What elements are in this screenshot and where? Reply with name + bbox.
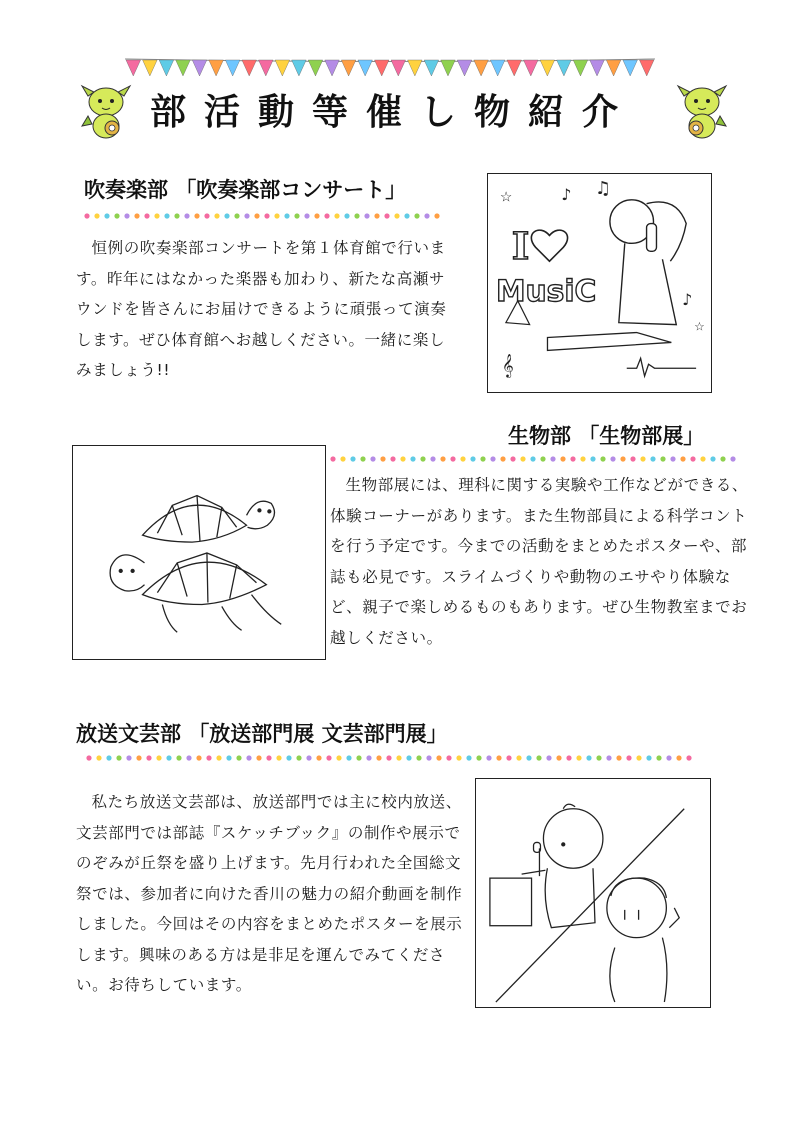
divider-dot — [224, 213, 229, 218]
broadcast-illustration — [475, 778, 711, 1008]
divider-dot — [506, 755, 511, 760]
divider-dot — [460, 456, 465, 461]
divider-dot — [606, 755, 611, 760]
broadcast-heading-divider — [86, 754, 696, 762]
divider-dot — [266, 755, 271, 760]
divider-dot — [536, 755, 541, 760]
divider-dot — [256, 755, 261, 760]
biology-body: 生物部展には、理科に関する実験や工作などができる、体験コーナーがあります。また生物部員による科学コントを行う予定です。今までの活動をまとめたポスターや、部誌も必見です。スライムづくりや動物のエサやり体験など、親子で楽しめるものもあります。ぜひ生物教室までお越しください。 — [330, 476, 749, 647]
divider-dot — [390, 456, 395, 461]
divider-dot — [480, 456, 485, 461]
divider-dot — [136, 755, 141, 760]
divider-dot — [686, 755, 691, 760]
divider-dot — [626, 755, 631, 760]
divider-dot — [394, 213, 399, 218]
divider-dot — [420, 456, 425, 461]
divider-dot — [204, 213, 209, 218]
divider-dot — [440, 456, 445, 461]
turtle-illustration — [72, 445, 326, 660]
divider-dot — [560, 456, 565, 461]
divider-dot — [646, 755, 651, 760]
divider-dot — [294, 213, 299, 218]
brass-heading: 吹奏楽部 「吹奏楽部コンサート」 — [84, 178, 407, 202]
divider-dot — [700, 456, 705, 461]
illustration-music-text: MusiC — [495, 273, 597, 309]
divider-dot — [174, 213, 179, 218]
divider-dot — [676, 755, 681, 760]
bunting-flag — [143, 60, 158, 76]
bunting-flag — [325, 60, 340, 76]
divider-dot — [636, 755, 641, 760]
divider-dot — [370, 456, 375, 461]
bunting-flag — [457, 60, 472, 76]
divider-dot — [330, 456, 335, 461]
divider-dot — [156, 755, 161, 760]
divider-dot — [184, 213, 189, 218]
divider-dot — [226, 755, 231, 760]
divider-dot — [426, 755, 431, 760]
bunting-decoration — [125, 56, 655, 78]
divider-dot — [340, 456, 345, 461]
bunting-flag — [242, 60, 257, 76]
divider-dot — [186, 755, 191, 760]
divider-dot — [246, 755, 251, 760]
divider-dot — [486, 755, 491, 760]
divider-dot — [576, 755, 581, 760]
divider-dot — [640, 456, 645, 461]
divider-dot — [500, 456, 505, 461]
divider-dot — [416, 755, 421, 760]
divider-dot — [306, 755, 311, 760]
divider-dot — [556, 755, 561, 760]
divider-dot — [176, 755, 181, 760]
divider-dot — [690, 456, 695, 461]
divider-dot — [586, 755, 591, 760]
divider-dot — [436, 755, 441, 760]
bunting-flag — [159, 60, 174, 76]
divider-dot — [546, 755, 551, 760]
divider-dot — [730, 456, 735, 461]
bunting-flag — [573, 60, 588, 76]
bunting-flag — [308, 60, 323, 76]
divider-dot — [630, 456, 635, 461]
divider-dot — [194, 213, 199, 218]
divider-dot — [234, 213, 239, 218]
headphones-icon — [647, 224, 657, 252]
divider-dot — [376, 755, 381, 760]
divider-dot — [590, 456, 595, 461]
heart-icon — [531, 230, 567, 261]
brass-heading-divider — [84, 212, 444, 220]
divider-dot — [276, 755, 281, 760]
divider-dot — [206, 755, 211, 760]
music-note-icon: ♫ — [595, 177, 612, 199]
brass-illustration — [487, 173, 712, 393]
bunting-flag — [192, 60, 207, 76]
bunting-flag — [623, 60, 638, 76]
bunting-flag — [639, 60, 654, 76]
divider-dot — [244, 213, 249, 218]
divider-dot — [274, 213, 279, 218]
divider-dot — [336, 755, 341, 760]
divider-dot — [600, 456, 605, 461]
divider-dot — [214, 213, 219, 218]
star-icon: ☆ — [499, 189, 513, 206]
divider-dot — [384, 213, 389, 218]
bunting-flag — [176, 60, 191, 76]
bunting-flag — [292, 60, 307, 76]
illustration-letter-i: I — [511, 224, 530, 269]
divider-dot — [526, 755, 531, 760]
divider-dot — [476, 755, 481, 760]
divider-dot — [94, 213, 99, 218]
bunting-flag — [259, 60, 274, 76]
broadcast-heading: 放送文芸部 「放送部門展 文芸部門展」 — [76, 722, 448, 746]
divider-dot — [236, 755, 241, 760]
divider-dot — [720, 456, 725, 461]
divider-dot — [360, 456, 365, 461]
divider-dot — [434, 213, 439, 218]
bunting-flag — [490, 60, 505, 76]
divider-dot — [406, 755, 411, 760]
divider-dot — [326, 755, 331, 760]
divider-dot — [86, 755, 91, 760]
divider-dot — [710, 456, 715, 461]
divider-dot — [324, 213, 329, 218]
divider-dot — [116, 755, 121, 760]
divider-dot — [530, 456, 535, 461]
divider-dot — [366, 755, 371, 760]
divider-dot — [616, 755, 621, 760]
page-title: 部活動等催し物紹介 — [150, 92, 637, 133]
divider-dot — [344, 213, 349, 218]
divider-dot — [84, 213, 89, 218]
bunting-flag — [358, 60, 373, 76]
divider-dot — [284, 213, 289, 218]
divider-dot — [656, 755, 661, 760]
bunting-flag — [374, 60, 389, 76]
divider-dot — [96, 755, 101, 760]
divider-dot — [424, 213, 429, 218]
divider-dot — [550, 456, 555, 461]
divider-dot — [164, 213, 169, 218]
divider-dot — [456, 755, 461, 760]
bunting-flag — [225, 60, 240, 76]
mascot-left-icon — [80, 82, 132, 140]
divider-dot — [596, 755, 601, 760]
divider-dot — [166, 755, 171, 760]
divider-dot — [374, 213, 379, 218]
bunting-flag — [590, 60, 605, 76]
divider-dot — [126, 755, 131, 760]
divider-dot — [430, 456, 435, 461]
divider-dot — [356, 755, 361, 760]
bunting-flag — [540, 60, 555, 76]
divider-dot — [134, 213, 139, 218]
divider-dot — [354, 213, 359, 218]
divider-dot — [304, 213, 309, 218]
divider-dot — [470, 456, 475, 461]
bunting-flag — [126, 60, 141, 76]
treble-clef-icon: 𝄞 — [501, 354, 514, 378]
divider-dot — [400, 456, 405, 461]
divider-dot — [510, 456, 515, 461]
divider-dot — [466, 755, 471, 760]
divider-dot — [566, 755, 571, 760]
bunting-flag — [424, 60, 439, 76]
divider-dot — [670, 456, 675, 461]
broadcast-body: 私たち放送文芸部は、放送部門では主に校内放送、文芸部門では部誌『スケッチブック』の制作や展示でのぞみが丘祭を盛り上げます。先月行われた全国総文祭では、参加者に向けた香川の魅力の紹介動画を制作しました。今回はその内容をまとめたポスターを展示します。興味のある方は是非足を運んでみてください。お待ちしています。 — [76, 793, 463, 994]
divider-dot — [610, 456, 615, 461]
divider-dot — [146, 755, 151, 760]
divider-dot — [334, 213, 339, 218]
divider-dot — [124, 213, 129, 218]
bunting-flag — [441, 60, 456, 76]
bunting-flag — [474, 60, 489, 76]
biology-heading-divider — [330, 455, 742, 463]
divider-dot — [114, 213, 119, 218]
divider-dot — [316, 755, 321, 760]
divider-dot — [410, 456, 415, 461]
music-note-icon: ♪ — [682, 289, 693, 309]
divider-dot — [286, 755, 291, 760]
divider-dot — [650, 456, 655, 461]
divider-dot — [404, 213, 409, 218]
divider-dot — [350, 456, 355, 461]
divider-dot — [264, 213, 269, 218]
divider-dot — [104, 213, 109, 218]
divider-dot — [380, 456, 385, 461]
divider-dot — [154, 213, 159, 218]
divider-dot — [570, 456, 575, 461]
divider-dot — [450, 456, 455, 461]
bunting-flag — [391, 60, 406, 76]
divider-dot — [580, 456, 585, 461]
divider-dot — [666, 755, 671, 760]
divider-dot — [314, 213, 319, 218]
bunting-flag — [557, 60, 572, 76]
music-note-icon: ♪ — [561, 184, 572, 204]
bunting-flag — [341, 60, 356, 76]
divider-dot — [540, 456, 545, 461]
divider-dot — [254, 213, 259, 218]
divider-dot — [490, 456, 495, 461]
divider-dot — [446, 755, 451, 760]
divider-dot — [106, 755, 111, 760]
bunting-flag — [275, 60, 290, 76]
divider-dot — [296, 755, 301, 760]
divider-dot — [660, 456, 665, 461]
divider-dot — [386, 755, 391, 760]
bunting-flag — [524, 60, 539, 76]
star-icon: ☆ — [694, 319, 705, 334]
divider-dot — [620, 456, 625, 461]
divider-dot — [680, 456, 685, 461]
divider-dot — [396, 755, 401, 760]
mascot-right-icon — [676, 82, 728, 140]
bunting-flag — [606, 60, 621, 76]
bunting-flag — [408, 60, 423, 76]
divider-dot — [520, 456, 525, 461]
divider-dot — [516, 755, 521, 760]
divider-dot — [144, 213, 149, 218]
brass-body: 恒例の吹奏楽部コンサートを第１体育館で行います。昨年にはなかった楽器も加わり、新たな高瀬サウンドを皆さんにお届けできるように頑張って演奏します。ぜひ体育館へお越しください。一緒に楽しみましょう!! — [76, 239, 447, 379]
divider-dot — [496, 755, 501, 760]
bunting-flag — [507, 60, 522, 76]
divider-dot — [346, 755, 351, 760]
bunting-flag — [209, 60, 224, 76]
divider-dot — [364, 213, 369, 218]
divider-dot — [196, 755, 201, 760]
biology-heading: 生物部 「生物部展」 — [508, 424, 705, 448]
divider-dot — [216, 755, 221, 760]
divider-dot — [414, 213, 419, 218]
